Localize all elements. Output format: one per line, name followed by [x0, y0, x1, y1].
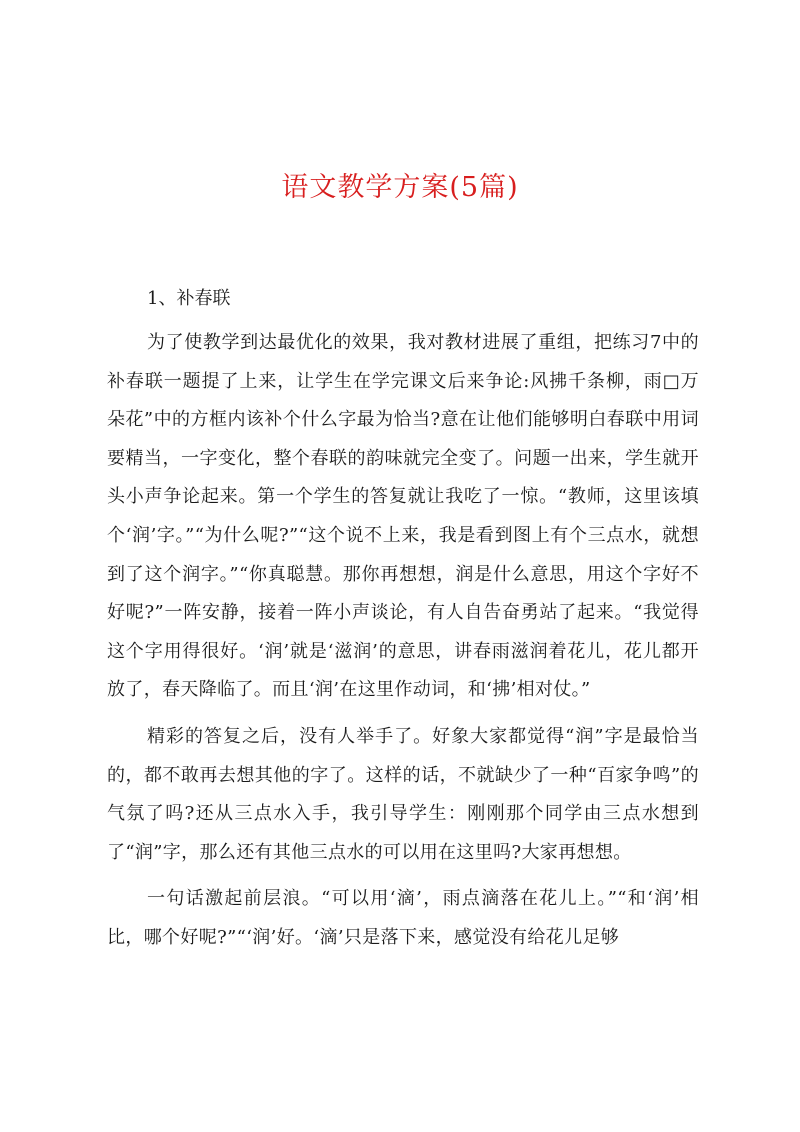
section-heading: 1、补春联 [147, 288, 231, 309]
paragraph: 精彩的答复之后，没有人举手了。好象大家都觉得“润”字是最恰当的，都不敢再去想其他的字了。这样的话，不就缺少了一种“百家争鸣”的气氛了吗?还从三点水入手，我引导学生：刚刚那个同学由三点水想到了“润”字，那么还有其他三点水的可以用在这里吗?大家再想想。 [107, 725, 699, 863]
document-title: 语文教学方案(5篇) [281, 172, 519, 203]
paragraph: 为了使教学到达最优化的效果，我对教材进展了重组，把练习7中的补春联一题提了上来，让学生在学完课文后来争论:风拂千条柳，雨□万朵花”中的方框内该补个什么字最为恰当?意在让他们能够明白春联中用词要精当，一字变化，整个春联的韵味就完全变了。问题一出来，学生就开头小声争论起来。第一个学生的答复就让我吃了一惊。“教师，这里该填个‘润’字。”“为什么呢?”“这个说不上来，我是看到图上有个三点水，就想到了这个润字。”“你真聪慧。那你再想想，润是什么意思，用这个字好不好呢?”一阵安静，接着一阵小声谈论，有人自告奋勇站了起来。“我觉得这个字用得很好。‘润’就是‘滋润’的意思，讲春雨滋润着花儿，花儿都开放了，春天降临了。而且‘润’在这里作动词，和‘拂’相对仗。” [107, 332, 699, 701]
section-body [107, 324, 699, 958]
paragraph: 一句话激起前层浪。“可以用‘滴’，雨点滴落在花儿上。”“和‘润’相比，哪个好呢?”“‘润’好。‘滴’只是落下来，感觉没有给花儿足够 [107, 888, 699, 948]
